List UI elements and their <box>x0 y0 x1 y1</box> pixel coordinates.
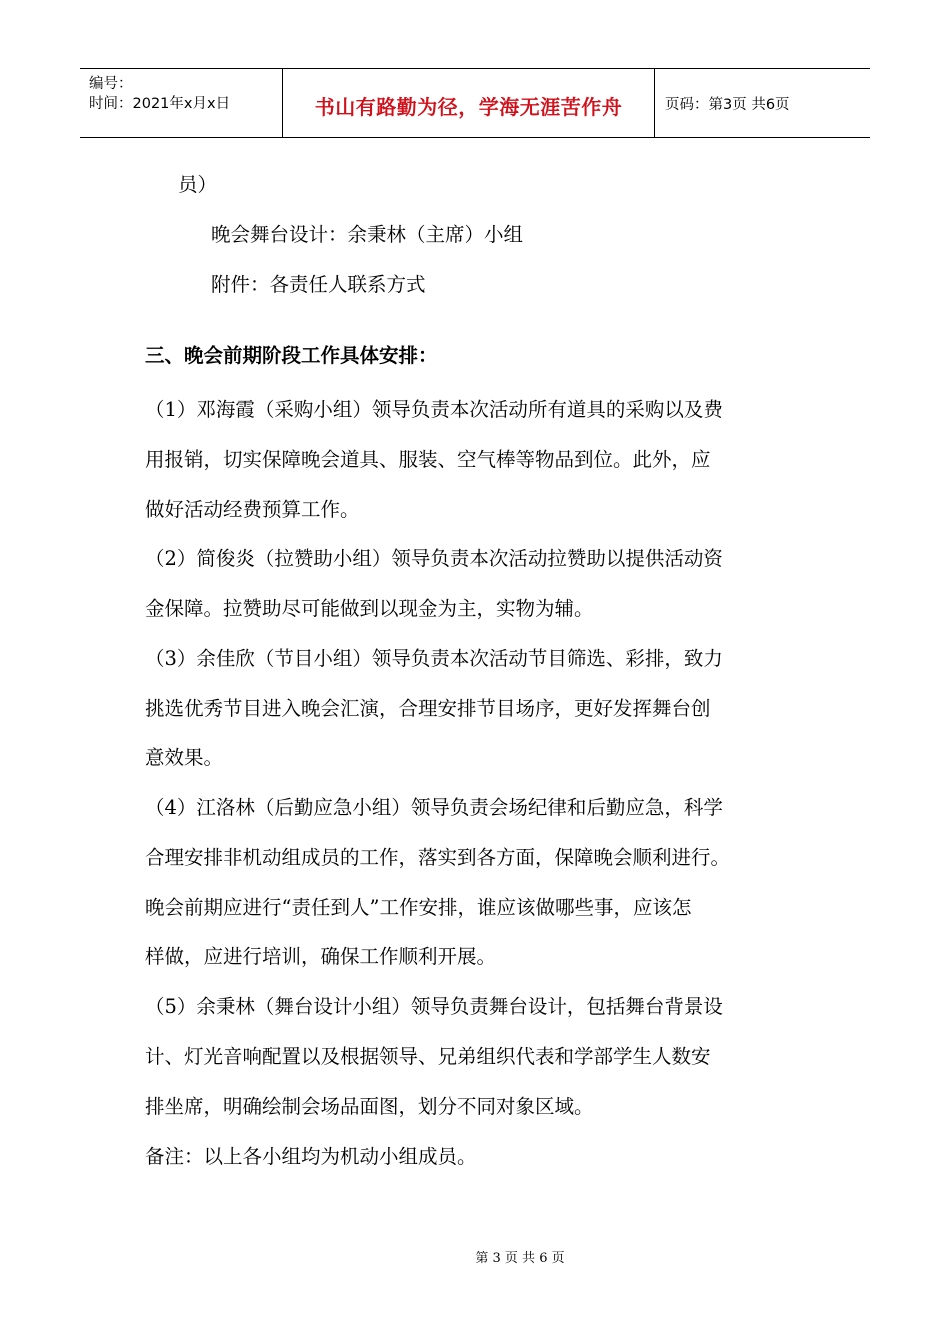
header-page-info: 页码：第3页 共6页 <box>665 96 790 113</box>
header-page-cell <box>655 69 870 137</box>
body-line: 挑选优秀节目进入晚会汇演，合理安排节目场序，更好发挥舞台创 <box>145 697 711 720</box>
body-line: （2）简俊炎（拉赞助小组）领导负责本次活动拉赞助以提供活动资 <box>145 547 723 570</box>
body-line: 计、灯光音响配置以及根据领导、兄弟组织代表和学部学生人数安 <box>145 1045 711 1068</box>
body-line: 员） <box>178 173 218 196</box>
body-line: 做好活动经费预算工作。 <box>145 498 360 521</box>
body-line: 样做，应进行培训，确保工作顺利开展。 <box>145 945 497 968</box>
body-line: 附件：各责任人联系方式 <box>211 273 426 296</box>
body-line: 意效果。 <box>145 746 224 769</box>
page-header <box>80 68 870 138</box>
body-line: 排坐席，明确绘制会场品面图，划分不同对象区域。 <box>145 1095 594 1118</box>
body-line: 金保障。拉赞助尽可能做到以现金为主，实物为辅。 <box>145 597 594 620</box>
page-footer <box>0 1247 950 1266</box>
body-line: （5）余秉林（舞台设计小组）领导负责舞台设计，包括舞台背景设 <box>145 995 723 1018</box>
body-line: 晚会前期应进行“责任到人”工作安排，谁应该做哪些事，应该怎 <box>145 896 692 919</box>
body-line: 备注：以上各小组均为机动小组成员。 <box>145 1145 477 1168</box>
footer-page-number: 第 3 页 共 6 页 <box>475 1251 565 1266</box>
body-line: （1）邓海霞（采购小组）领导负责本次活动所有道具的采购以及费 <box>145 398 723 421</box>
section-heading: 三、晚会前期阶段工作具体安排： <box>145 344 438 367</box>
document-date: 时间：2021年x月x日 <box>89 96 231 112</box>
body-line: （3）余佳欣（节目小组）领导负责本次活动节目筛选、彩排，致力 <box>145 647 723 670</box>
header-motto: 书山有路勤为径，学海无涯苦作舟 <box>314 94 623 119</box>
document-number-label: 编号： <box>89 76 133 92</box>
body-line: （4）江洛林（后勤应急小组）领导负责会场纪律和后勤应急，科学 <box>145 796 723 819</box>
body-line: 合理安排非机动组成员的工作，落实到各方面，保障晚会顺利进行。 <box>145 846 731 869</box>
body-line: 用报销，切实保障晚会道具、服装、空气棒等物品到位。此外，应 <box>145 448 711 471</box>
header-meta-cell <box>80 69 283 137</box>
header-motto-cell <box>283 69 655 137</box>
body-line: 晚会舞台设计：余秉林（主席）小组 <box>211 223 524 246</box>
